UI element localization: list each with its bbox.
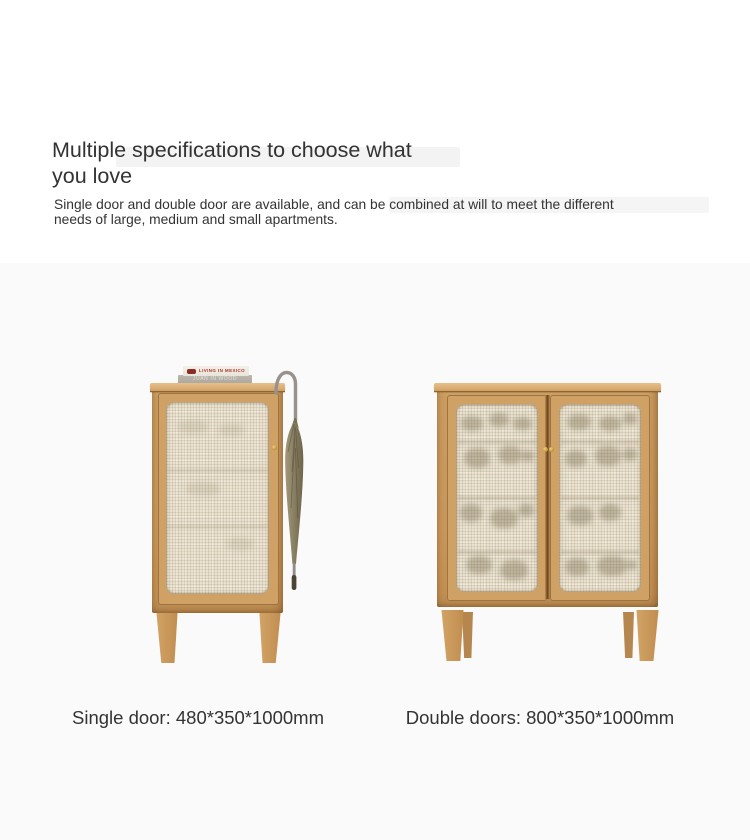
section-title-line-2: you love bbox=[52, 164, 133, 189]
brass-door-knob-left bbox=[543, 447, 548, 452]
cabinet-door bbox=[158, 393, 279, 605]
section-title-line-1: Multiple specifications to choose what bbox=[52, 137, 412, 162]
umbrella-hook-handle bbox=[276, 373, 296, 427]
section-subtitle-line-1: Single door and double door are available, and can be combined at will to meet the different bbox=[54, 196, 614, 212]
decor-book-spine-top bbox=[183, 366, 249, 376]
umbrella-tip bbox=[292, 575, 297, 590]
cabinet-door-left bbox=[447, 395, 547, 601]
double-doors-cabinet-image bbox=[430, 380, 665, 670]
section-subtitle-line-2: needs of large, medium and small apartments. bbox=[54, 212, 338, 228]
single-door-cabinet-image bbox=[150, 365, 310, 665]
cabinet-back-leg bbox=[622, 612, 635, 658]
book-spine-text: JUAN IN WOOD bbox=[192, 376, 238, 382]
book-logo-badge bbox=[187, 369, 196, 374]
rattan-cane-panel bbox=[166, 402, 269, 594]
caption-single-door: Single door: 480*350*1000mm bbox=[72, 707, 324, 728]
rattan-cane-panel bbox=[456, 404, 538, 592]
product-showcase bbox=[0, 263, 750, 840]
cabinet-body bbox=[437, 383, 658, 607]
door-center-divider bbox=[545, 395, 550, 599]
cabinet-leg bbox=[636, 610, 659, 661]
book-spine-text: LIVING IN MEXICO bbox=[198, 368, 246, 373]
brass-door-knob-right bbox=[549, 447, 554, 452]
cabinet-leg bbox=[441, 610, 464, 661]
cabinet-door-right bbox=[550, 395, 650, 601]
caption-double-doors: Double doors: 800*350*1000mm bbox=[405, 707, 675, 728]
umbrella bbox=[265, 368, 305, 598]
cabinet-leg bbox=[156, 613, 178, 663]
cabinet-top-edge bbox=[434, 383, 661, 392]
rattan-cane-panel bbox=[559, 404, 641, 592]
cabinet-leg bbox=[259, 613, 281, 663]
cabinet-body bbox=[152, 383, 283, 613]
section-title bbox=[52, 137, 412, 190]
section-subtitle bbox=[54, 197, 614, 228]
